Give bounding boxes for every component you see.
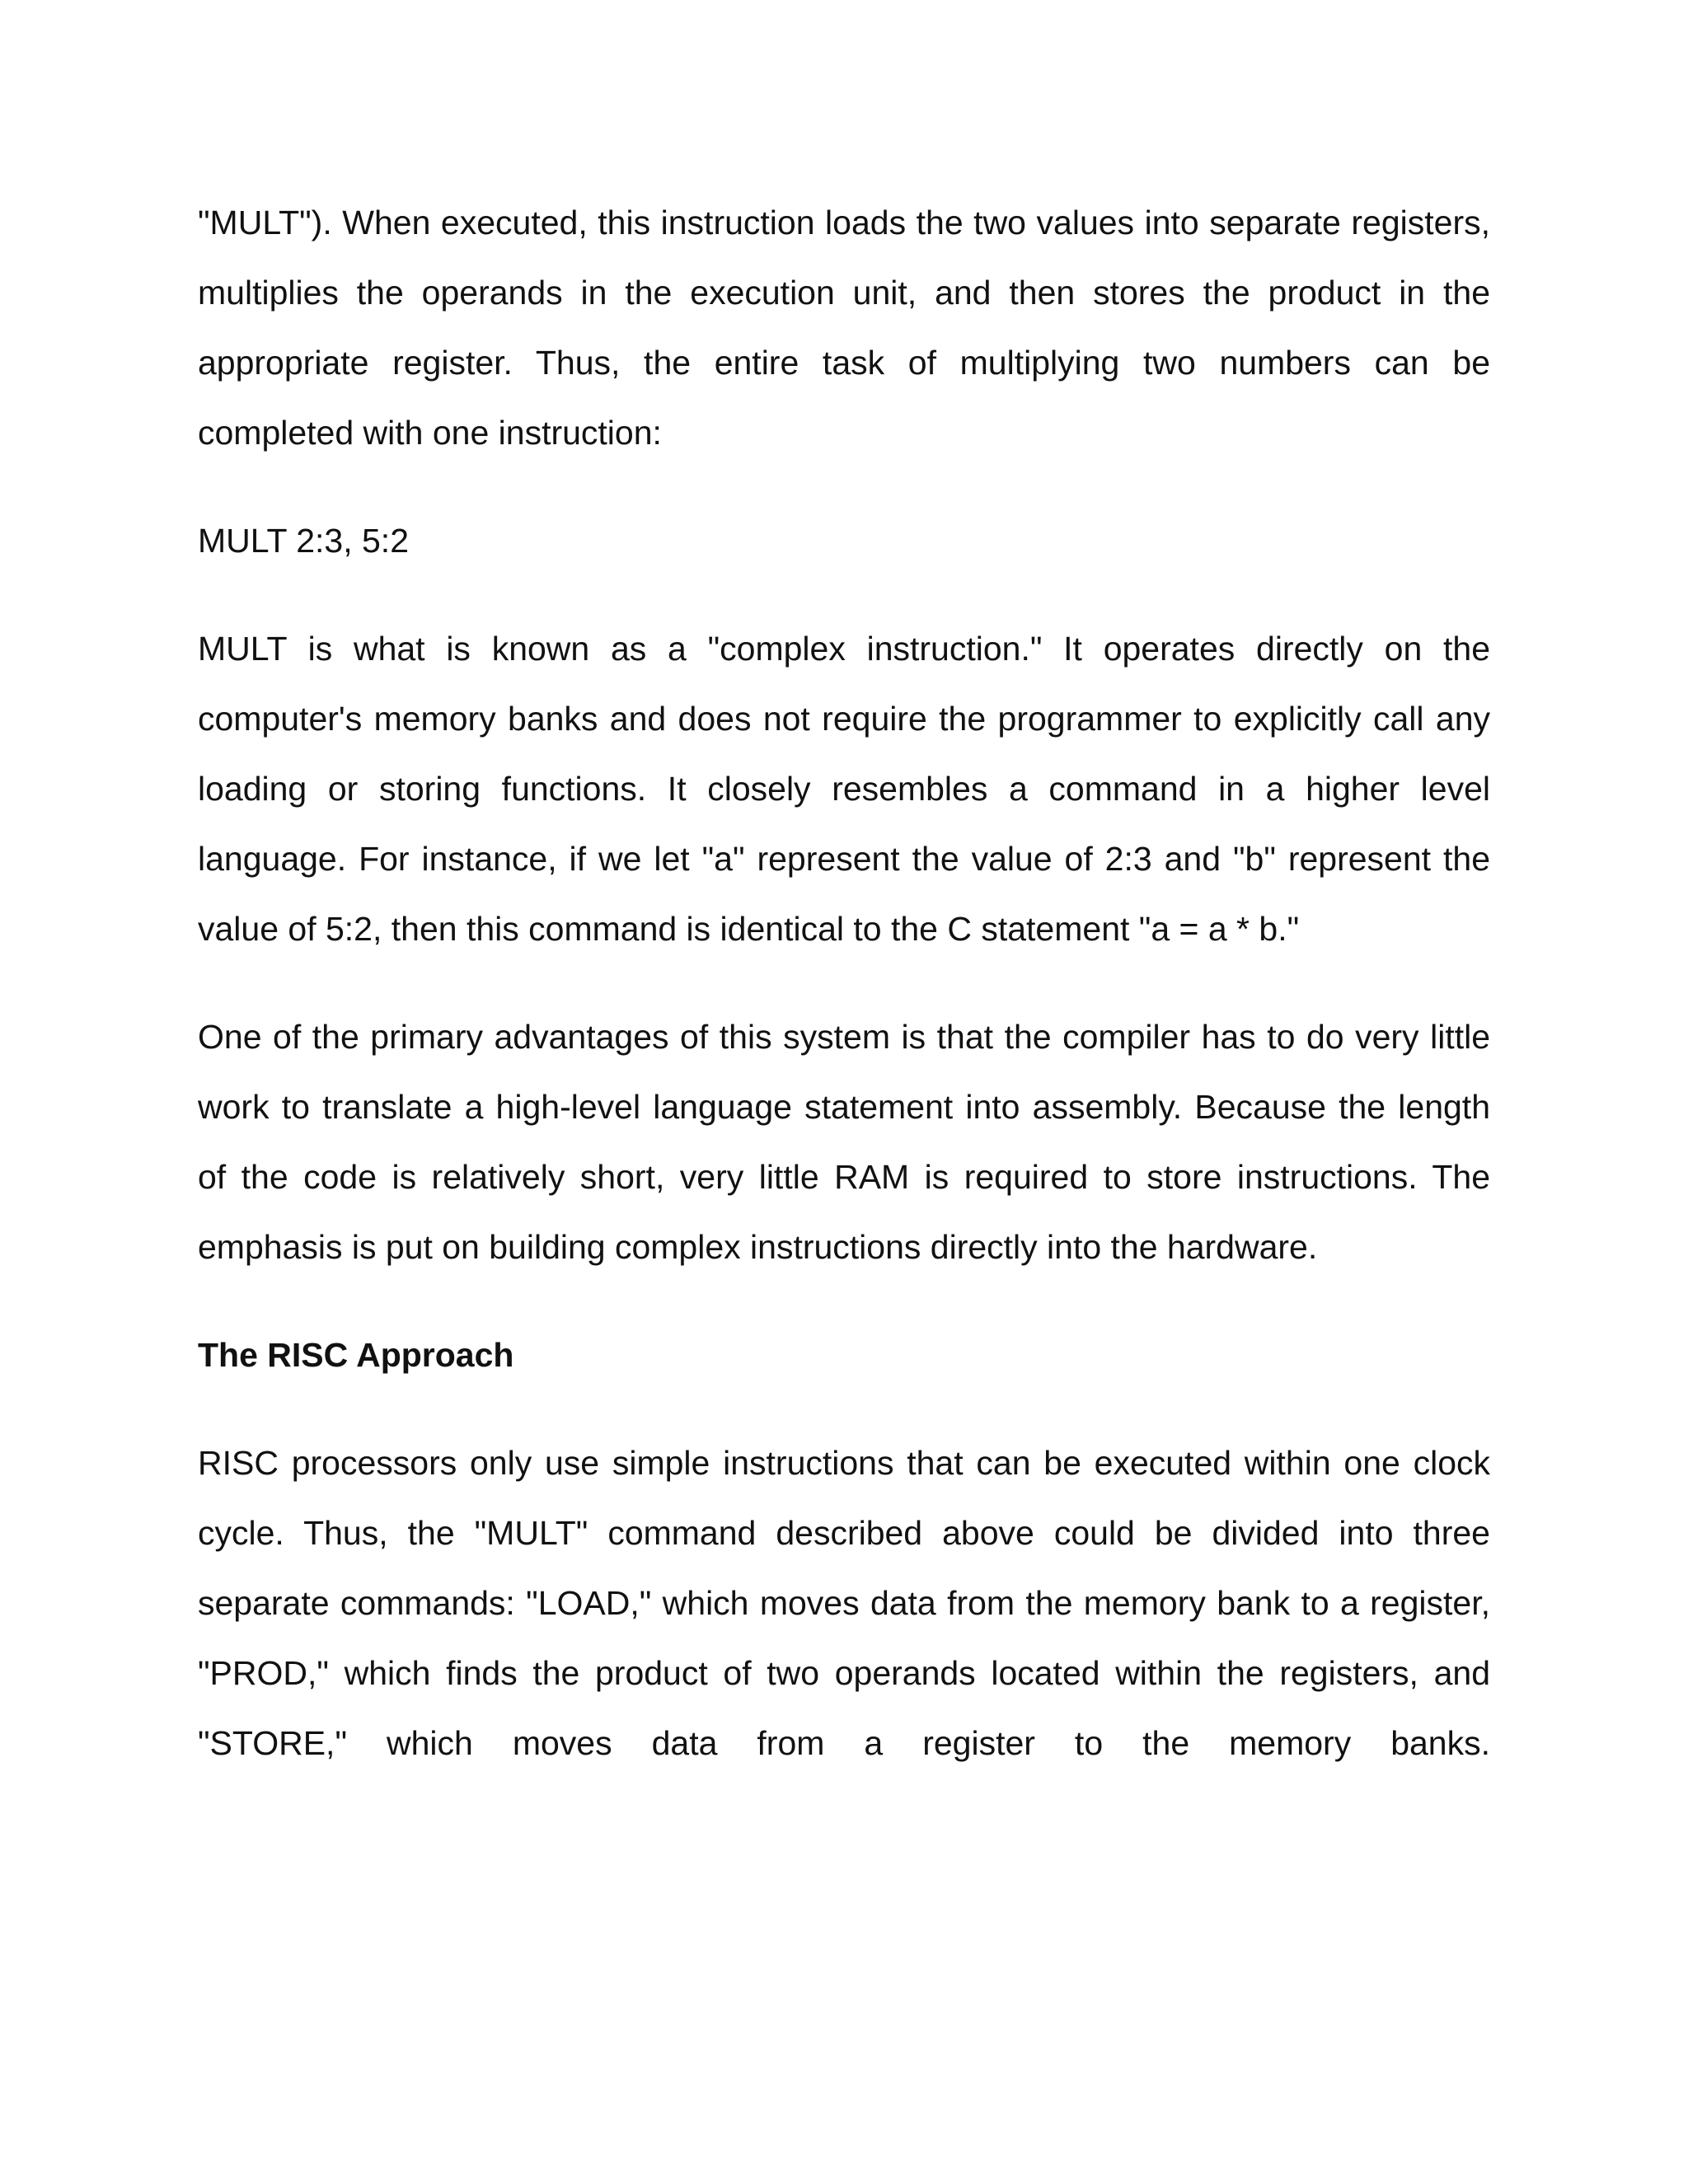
paragraph-risc-processors: RISC processors only use simple instructions that can be executed within one clock cycle. Thus, the "MULT" command described above could be divided into three separate commands: "LOAD," which moves data from the memory bank to a register, "PROD," which finds the product of two operands located within the registers, and "STORE," which moves data from a register to the memory banks. bbox=[198, 1444, 1490, 1762]
paragraph-advantages: One of the primary advantages of this system is that the compiler has to do very little work to translate a high-level language statement into assembly. Because the length of the code is relatively short, very little RAM is required to store instructions. The emphasis is put on building complex instructions directly into the hardware. bbox=[198, 1018, 1490, 1266]
code-mult-instruction: MULT 2:3, 5:2 bbox=[198, 522, 409, 560]
paragraph-mult-execution: "MULT"). When executed, this instruction loads the two values into separate registers, multiplies the operands in the execution unit, and then stores the product in the appropriate register. Thus, the entire task of multiplying two numbers can be completed with one instruction: bbox=[198, 204, 1490, 452]
document-body bbox=[198, 188, 1490, 1779]
paragraph-complex-instruction: MULT is what is known as a "complex instruction." It operates directly on the computer's memory banks and does not require the programmer to explicitly call any loading or storing functions. It closely resembles a command in a higher level language. For instance, if we let "a" represent the value of 2:3 and "b" represent the value of 5:2, then this command is identical to the C statement "a = a * b." bbox=[198, 630, 1490, 948]
section-heading-risc: The RISC Approach bbox=[198, 1336, 514, 1374]
